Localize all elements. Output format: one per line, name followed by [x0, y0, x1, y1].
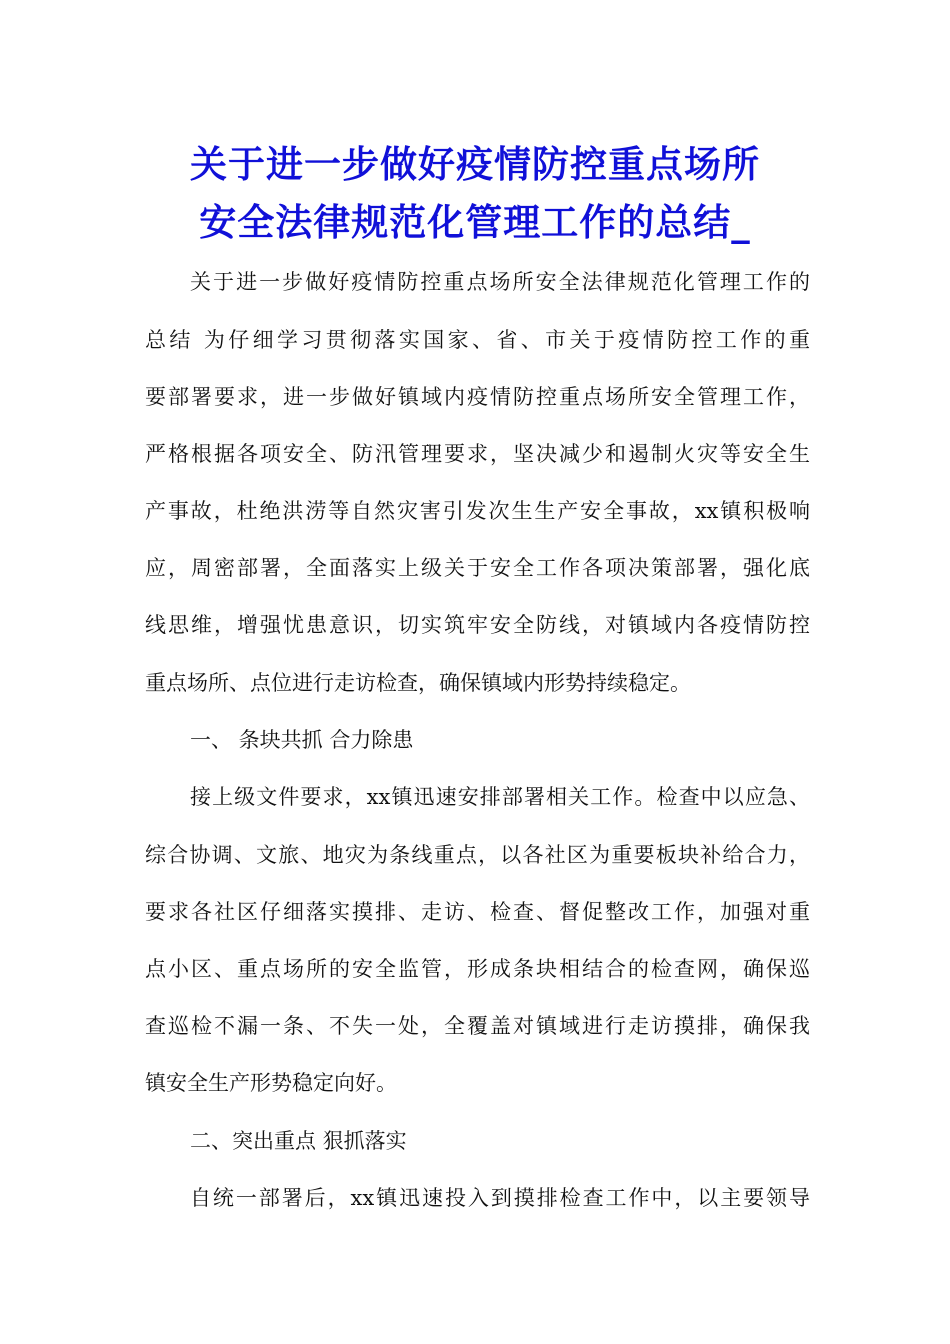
- paragraph-1-line-3: 要部署要求，进一步做好镇域内疫情防控重点场所安全管理工作，: [145, 385, 810, 409]
- document-title-line-2: 安全法律规范化管理工作的总结_: [199, 201, 751, 244]
- section-heading-2: 二、突出重点 狠抓落实: [190, 1129, 407, 1153]
- paragraph-1-line-5: 产事故，杜绝洪涝等自然灾害引发次生生产安全事故，xx镇积极响: [145, 499, 810, 523]
- section-heading-1: 一、 条块共抓 合力除患: [190, 728, 414, 752]
- paragraph-1-line-6: 应，周密部署，全面落实上级关于安全工作各项决策部署，强化底: [145, 556, 810, 580]
- paragraph-2-line-6: 镇安全生产形势稳定向好。: [145, 1071, 397, 1095]
- paragraph-2-line-3: 要求各社区仔细落实摸排、走访、检查、督促整改工作，加强对重: [145, 900, 810, 924]
- paragraph-2-line-4: 点小区、重点场所的安全监管，形成条块相结合的检查网，确保巡: [145, 957, 810, 981]
- paragraph-2-line-1: 接上级文件要求，xx镇迅速安排部署相关工作。检查中以应急、: [190, 785, 810, 809]
- paragraph-1-line-1: 关于进一步做好疫情防控重点场所安全法律规范化管理工作的: [190, 270, 810, 294]
- paragraph-1-line-7: 线思维，增强忧患意识，切实筑牢安全防线，对镇域内各疫情防控: [145, 613, 810, 637]
- paragraph-1-line-8: 重点场所、点位进行走访检查，确保镇域内形势持续稳定。: [145, 671, 691, 695]
- paragraph-2-line-2: 综合协调、文旅、地灾为条线重点，以各社区为重要板块补给合力，: [145, 843, 810, 867]
- paragraph-1-line-4: 严格根据各项安全、防汛管理要求，坚决减少和遏制火灾等安全生: [145, 442, 810, 466]
- paragraph-2-line-5: 查巡检不漏一条、不失一处，全覆盖对镇域进行走访摸排，确保我: [145, 1014, 810, 1038]
- paragraph-3-line-1: 自统一部署后，xx镇迅速投入到摸排检查工作中，以主要领导: [190, 1186, 810, 1210]
- document-title-line-1: 关于进一步做好疫情防控重点场所: [190, 143, 760, 186]
- paragraph-1-line-2: 总结 为仔细学习贯彻落实国家、省、市关于疫情防控工作的重: [145, 328, 810, 352]
